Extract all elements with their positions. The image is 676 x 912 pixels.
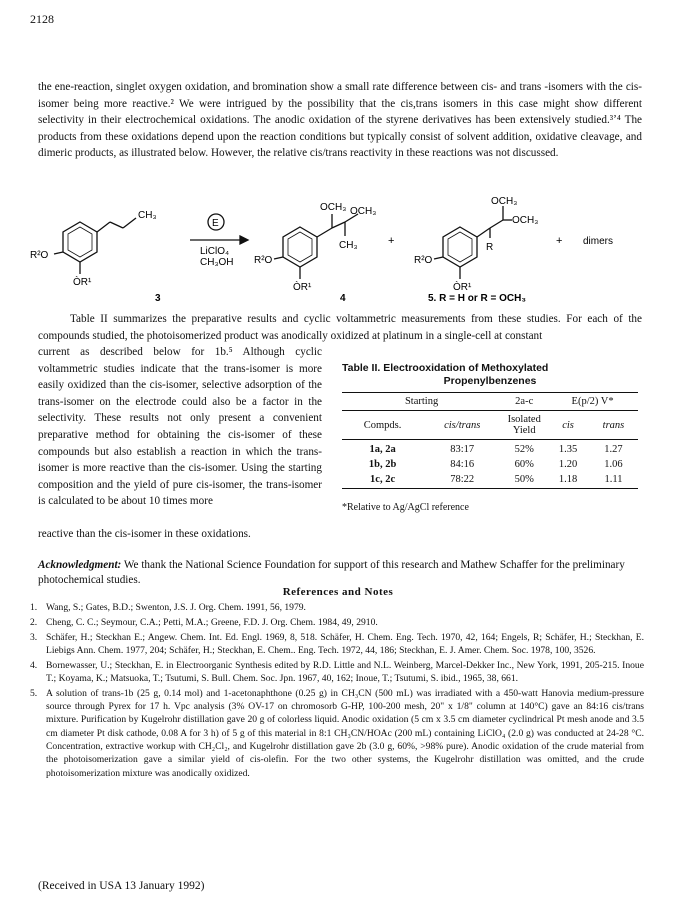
acknowledgment-text: We thank the National Science Foundation for support of this research and Mathew Schaffer for the preliminary photochemical studies. <box>38 559 625 586</box>
table-row <box>342 470 638 489</box>
table-cell-yield: 50% <box>514 474 534 485</box>
table-cell-ratio: 78:22 <box>450 474 475 485</box>
methoxy-label-4b: OCH₃ <box>350 206 377 217</box>
table-col-trans: trans <box>602 419 625 431</box>
reference-item: 4. Bornewasser, U.; Steckhan, E. in Electroorganic Synthesis edited by R.D. Little and N.L. Weinberg, Marcel-Dekker Inc., New York, 1991, 205-215. Inoue T.; Koyama, K.; Matsuoka, T.; Tsutumi, S. Bull. Chem. Soc. Jpn. 1967, 40, 162; Inoue, T.; Tsutumi, S. ibid., 1965, 38, 661. <box>30 659 644 684</box>
or1-label-3: ÒR¹ <box>73 277 92 288</box>
table-cell-trans: 1.27 <box>604 444 623 455</box>
received-date: (Received in USA 13 January 1992) <box>38 880 205 892</box>
table-footnote: *Relative to Ag/AgCl reference <box>342 502 469 513</box>
table-cell-yield: 52% <box>514 444 534 455</box>
benzene-ring-5 <box>443 227 477 267</box>
table-col-yield: Isolated Yield <box>507 414 541 436</box>
benzene-ring-3 <box>63 222 97 262</box>
table-col-ratio: cis/trans <box>444 419 481 431</box>
table-cell-cis: 1.35 <box>558 444 578 455</box>
methoxy-label-4a: OCH₃ <box>320 202 347 213</box>
table-cell-compds: 1a, 2a <box>369 444 396 455</box>
compound-label-5: 5. R = H or R = OCH₃ <box>428 293 526 304</box>
table-header-2ac: 2a-c <box>515 396 534 407</box>
table-title-line2: Propenylbenzenes <box>443 375 537 387</box>
table-col-cis: cis <box>562 419 574 431</box>
or1-label-4: ÒR¹ <box>293 282 312 293</box>
methoxy-label-5b: OCH₃ <box>512 215 539 226</box>
page-number: 2128 <box>30 12 54 26</box>
table-row <box>342 455 638 470</box>
results-paragraph-end: reactive than the cis-isomer in these oxidations. <box>38 528 251 540</box>
intro-paragraph: the ene-reaction, singlet oxygen oxidation, and bromination show a small rate difference between cis- and trans -isomers with the cis-isomer being more reactive.² We were intrigued by the possibility that the cis,trans isomers in this case might show different selectivity in their electrochemical oxidations. The anodic oxidation of the styrene derivatives has been extensively studied.³ʼ⁴ The products from these oxidations depend upon the reaction conditions but typically consist of solvent addition, oxidative cleavage, and dimeric products, as illustrated below. However, the relative cis/trans reactivity in these reactions was not discussed. <box>38 81 642 160</box>
table-cell-cis: 1.18 <box>558 474 578 485</box>
electrode-label: E <box>212 218 219 229</box>
r-label-5: R <box>486 242 494 253</box>
table-cell-compds: 1b, 2b <box>368 459 397 470</box>
compound-label-3: 3 <box>155 293 161 304</box>
acknowledgment <box>38 558 642 588</box>
results-paragraph-left: current as described below for 1b.⁵ Although cyclic voltammetric studies indicate that the trans-isomer is more easily oxidized than the cis-isomer, selective adsorption of the trans-isomer on the electrode could also be a factor in the selectivity. These results not only present a convenient preparative method for obtaining the cis-isomer of these compounds but also establish a reaction in which the trans-isomer is more reactive than the cis-isomer. Using the starting composition and the yield of pure cis-isomer, the trans-isomer is calculated to be about 10 times more <box>38 346 322 508</box>
table-cell-ratio: 83:17 <box>450 444 475 455</box>
table-header-potential: E(p/2) V* <box>571 396 614 407</box>
table-cell-ratio: 84:16 <box>450 459 475 470</box>
methoxy-label-5a: OCH₃ <box>491 196 518 207</box>
references-heading: References and Notes <box>282 586 394 598</box>
reference-item: 2. Cheng, C. C.; Seymour, C.A.; Petti, M.A.; Greene, F.D. J. Org. Chem. 1984, 49, 2910. <box>30 616 378 628</box>
or1-label-5: ÒR¹ <box>453 282 472 293</box>
data-table <box>342 392 638 489</box>
reference-item: 5. A solution of trans-1b (25 g, 0.14 mol) and 1-acetonaphthone (0.25 g) in CH₃CN (500 mL) was irradiated with a 450-watt Hanovia medium-pressure source through Pyrex for 17 h. Vpc analysis (3% OV-17 on chromosorb G-HP, 100-200 mesh, 20" x 1/8" column at 140°C) gave an 84:16 cis/trans mixture. Purification by Kugelrohr distillation gave 20 g of colorless liquid. Anodic oxidation (5 cm x 3.5 cm diameter cyclindrical Pt mesh anode and 3.5 cm diameter Pt disk cathode, 0.08 A for 3 h) of 5 g of this material in 8:1 CH₃CN/HOAc (200 mL) containing LiClO₄ (2.0 g) was conducted at 24-28 °C. Concentration, extractive workup with CH₂Cl₂, and Kugelrohr distillation gave 2b (3.0 g, 60%, >98% pure). Anodic oxidation of the crude material from the photoisomerization gave a similar yield of cis-olefin. For the two other systems, the Kugelrohr distillation was omitted, and the crude photoisomerization mixture was anodically oxidized. <box>30 687 644 779</box>
r2o-label-4: R²O <box>254 255 273 266</box>
reagent-licl04: LiClO₄ <box>200 246 230 257</box>
methyl-label: CH₃ <box>138 210 157 221</box>
results-paragraph-lead: Table II summarizes the preparative results and cyclic voltammetric measurements from these studies. For each of the compounds studied, the photoisomerized product was anodically oxidized at platinum in a single-cell at constant <box>38 313 642 342</box>
table-cell-cis: 1.20 <box>558 459 578 470</box>
r2o-label-3: R²O <box>30 250 49 261</box>
table-cell-trans: 1.06 <box>604 459 623 470</box>
compound-label-4: 4 <box>340 293 346 304</box>
reference-item: 3. Schäfer, H.; Steckhan E.; Angew. Chem. Int. Ed. Engl. 1969, 8, 518. Schäfer, H. Chem. Eng. Tech. 1970, 42, 164; Engels, R; Schäfer, H.; Steckhan, E. Liebigs Ann. Chem. 1977, 204; Schäfer, H.; Steckhan, E. Chem.. Eng. Tech. 1972, 44, 186; Steckhan, E. J. Amer. Chem. Soc. 1978, 100, 3526. <box>30 631 644 656</box>
table-row <box>342 440 638 456</box>
table-title-line1: Table II. Electrooxidation of Methoxylated <box>342 362 549 374</box>
dimers-label: dimers <box>583 236 614 247</box>
table-cell-yield: 60% <box>514 459 534 470</box>
table-cell-compds: 1c, 2c <box>370 474 396 485</box>
reagent-methanol: CH₃OH <box>200 257 234 268</box>
table-cell-trans: 1.11 <box>604 474 623 485</box>
table-col-compds: Compds. <box>363 419 402 431</box>
plus-sign-2: + <box>556 235 563 247</box>
plus-sign-1: + <box>388 235 395 247</box>
r2o-label-5: R²O <box>414 255 433 266</box>
benzene-ring-4 <box>283 227 317 267</box>
acknowledgment-label: Acknowledgment: <box>38 559 122 571</box>
table-header-starting: Starting <box>404 396 439 407</box>
reference-item: 1. Wang, S.; Gates, B.D.; Swenton, J.S. J. Org. Chem. 1991, 56, 1979. <box>30 602 306 613</box>
table-title <box>342 362 638 388</box>
methyl-label-4: CH₃ <box>339 240 358 251</box>
reaction-scheme <box>30 192 640 304</box>
references-list <box>30 601 644 781</box>
